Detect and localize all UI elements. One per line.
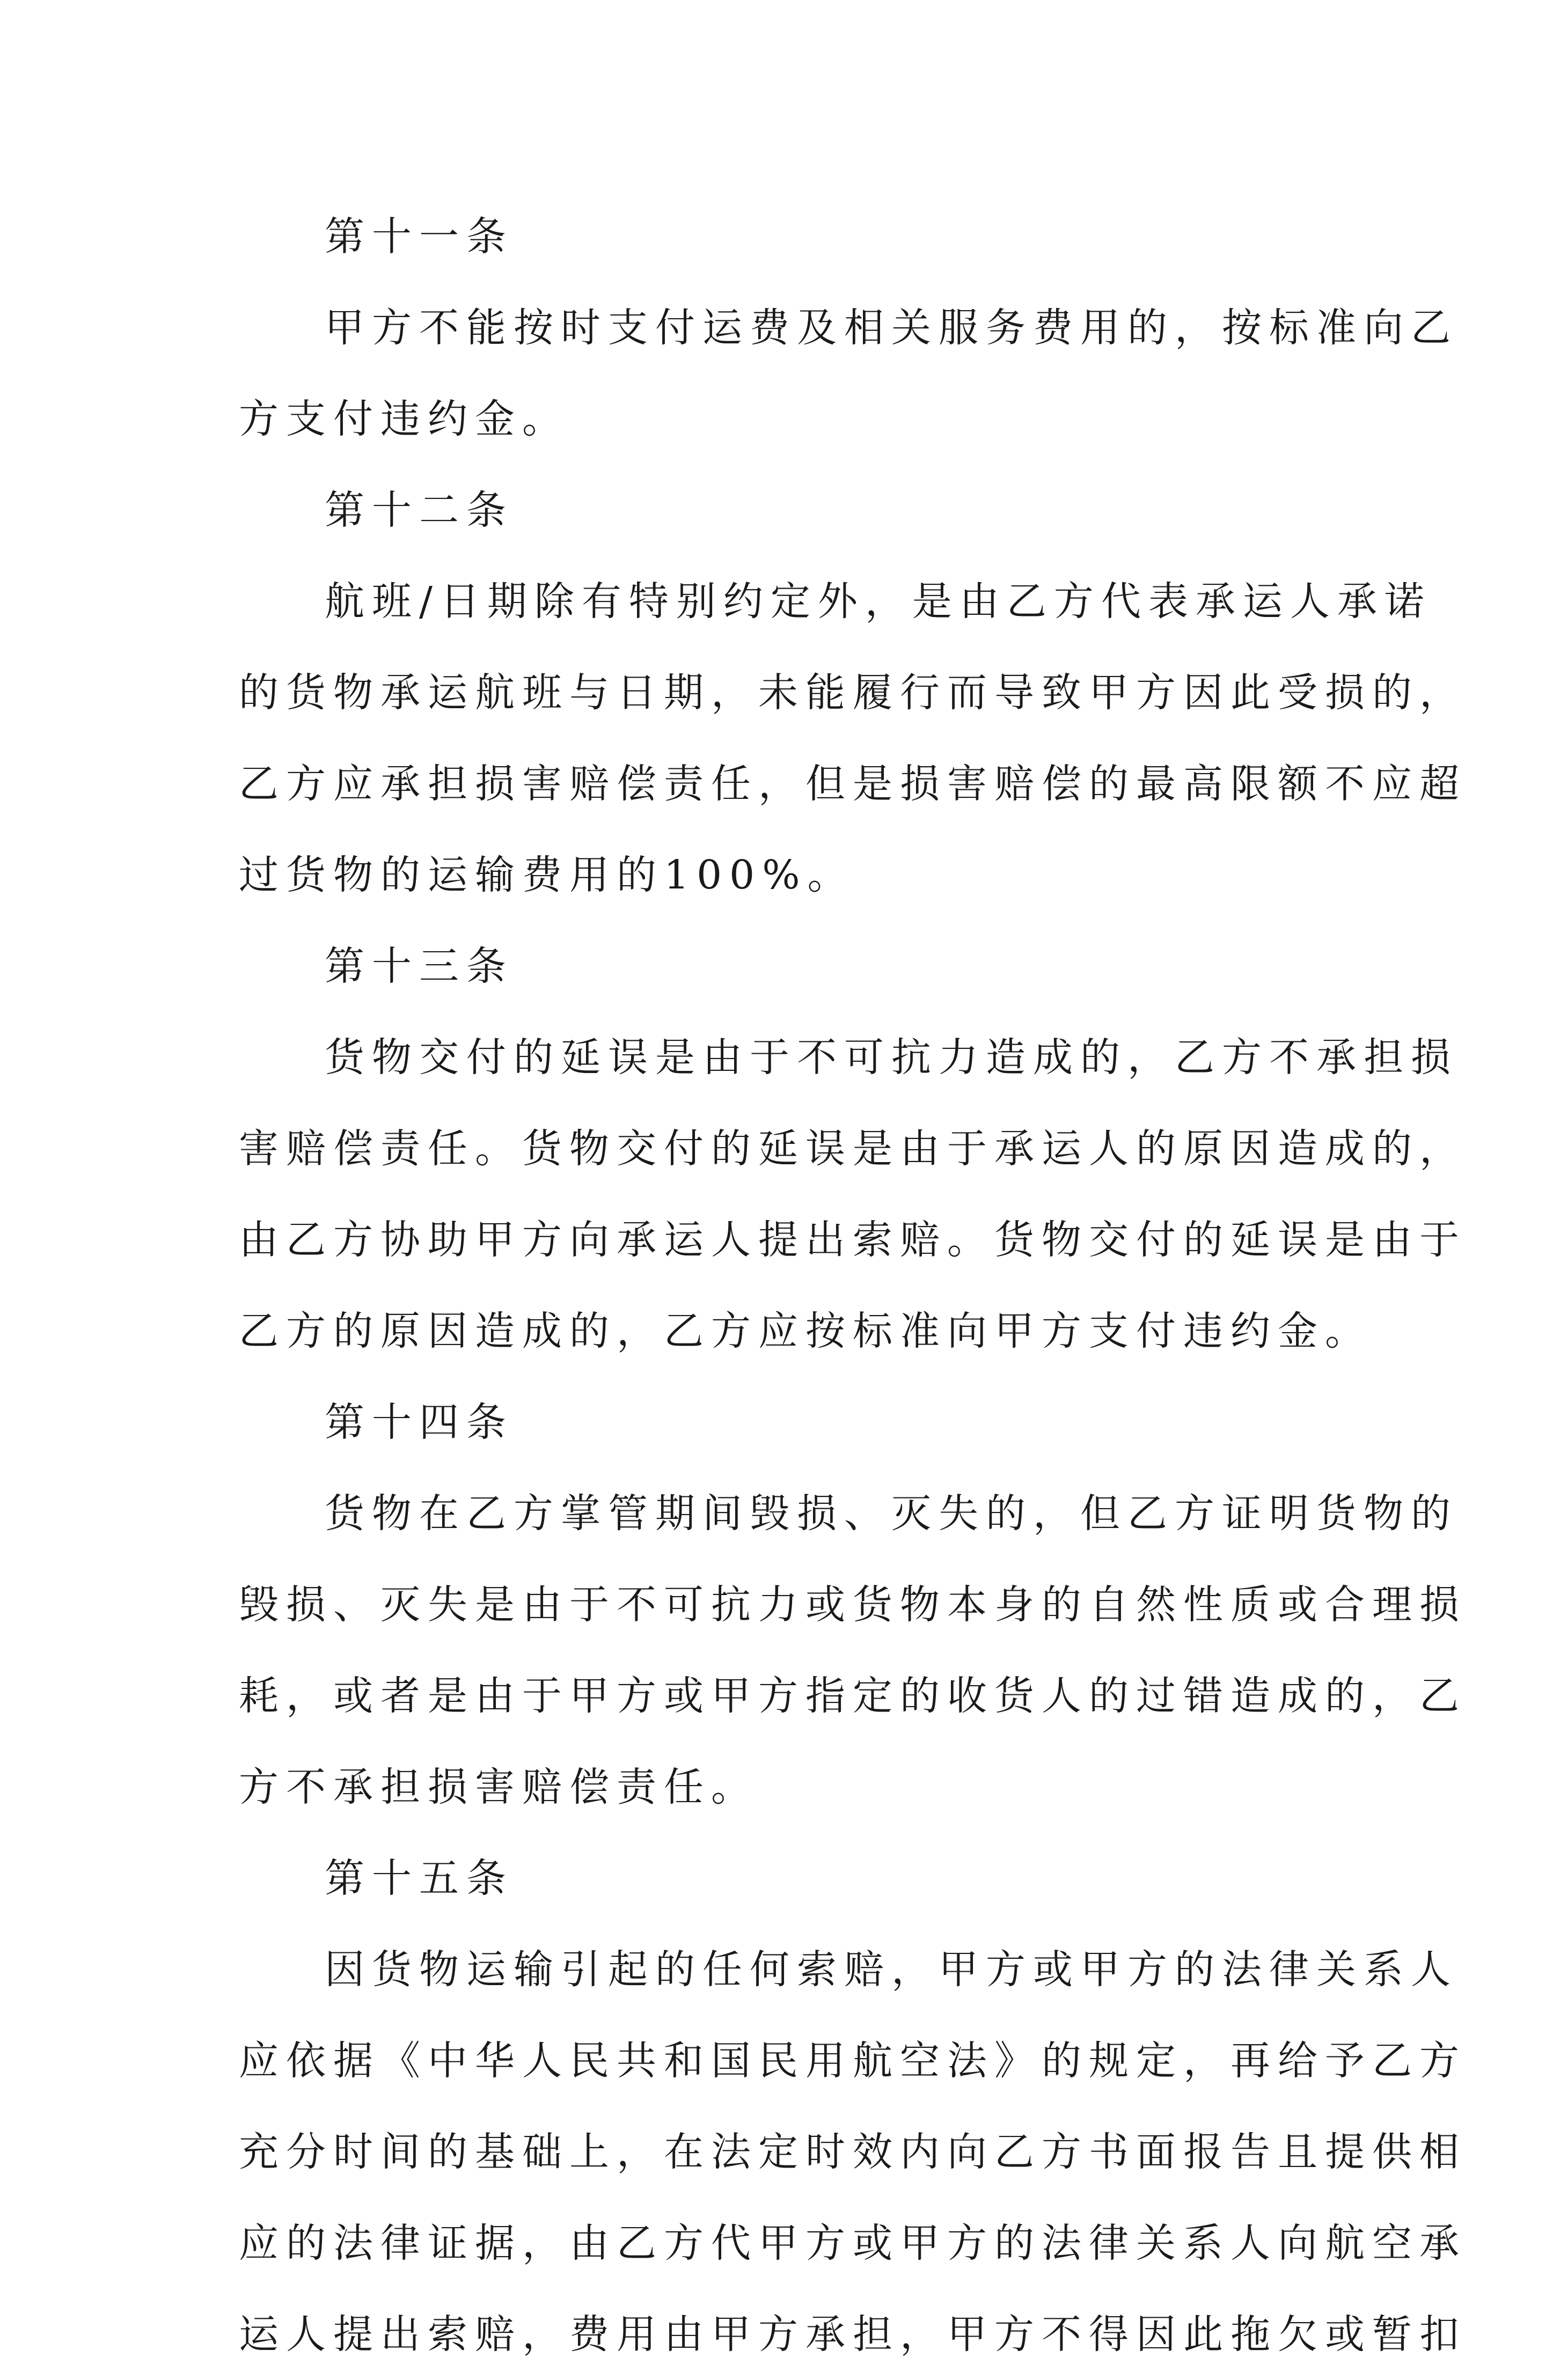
article-heading: 第十一条: [325, 214, 514, 260]
paragraph-line: 乙方应承担损害赔偿责任，但是损害赔偿的最高限额不应超: [239, 761, 1467, 807]
paragraph-line: 应依据《中华人民共和国民用航空法》的规定，再给予乙方: [239, 2038, 1467, 2084]
paragraph-line: 的货物承运航班与日期，未能履行而导致甲方因此受损的，: [239, 670, 1467, 716]
paragraph-line: 害赔偿责任。货物交付的延误是由于承运人的原因造成的，: [239, 1126, 1467, 1172]
paragraph-line: 运人提出索赔，费用由甲方承担，甲方不得因此拖欠或暂扣: [239, 2311, 1467, 2357]
paragraph-line: 甲方不能按时支付运费及相关服务费用的，按标准向乙: [325, 305, 1458, 351]
paragraph-line: 因货物运输引起的任何索赔，甲方或甲方的法律关系人: [325, 1946, 1458, 1993]
article-heading: 第十二条: [325, 487, 514, 533]
article-heading: 第十三条: [325, 943, 514, 989]
paragraph-line: 应的法律证据，由乙方代甲方或甲方的法律关系人向航空承: [239, 2220, 1467, 2266]
paragraph-line: 方支付违约金。: [239, 396, 569, 442]
paragraph-line: 方不承担损害赔偿责任。: [239, 1764, 758, 1810]
document-body: [239, 191, 1467, 2380]
paragraph-line: 乙方的原因造成的，乙方应按标准向甲方支付违约金。: [239, 1308, 1372, 1354]
paragraph-line: 过货物的运输费用的100%。: [239, 852, 855, 898]
paragraph-line: 航班/日期除有特别约定外，是由乙方代表承运人承诺: [325, 578, 1432, 625]
paragraph-line: 货物交付的延误是由于不可抗力造成的，乙方不承担损: [325, 1034, 1458, 1081]
paragraph-line: 由乙方协助甲方向承运人提出索赔。货物交付的延误是由于: [239, 1217, 1467, 1263]
article-heading: 第十五条: [325, 1855, 514, 1901]
paragraph-line: 货物在乙方掌管期间毁损、灭失的，但乙方证明货物的: [325, 1490, 1458, 1537]
paragraph-line: 耗，或者是由于甲方或甲方指定的收货人的过错造成的，乙: [239, 1673, 1467, 1719]
article-heading: 第十四条: [325, 1399, 514, 1445]
paragraph-line: 毁损、灭失是由于不可抗力或货物本身的自然性质或合理损: [239, 1582, 1467, 1628]
paragraph-line: 充分时间的基础上，在法定时效内向乙方书面报告且提供相: [239, 2129, 1467, 2175]
